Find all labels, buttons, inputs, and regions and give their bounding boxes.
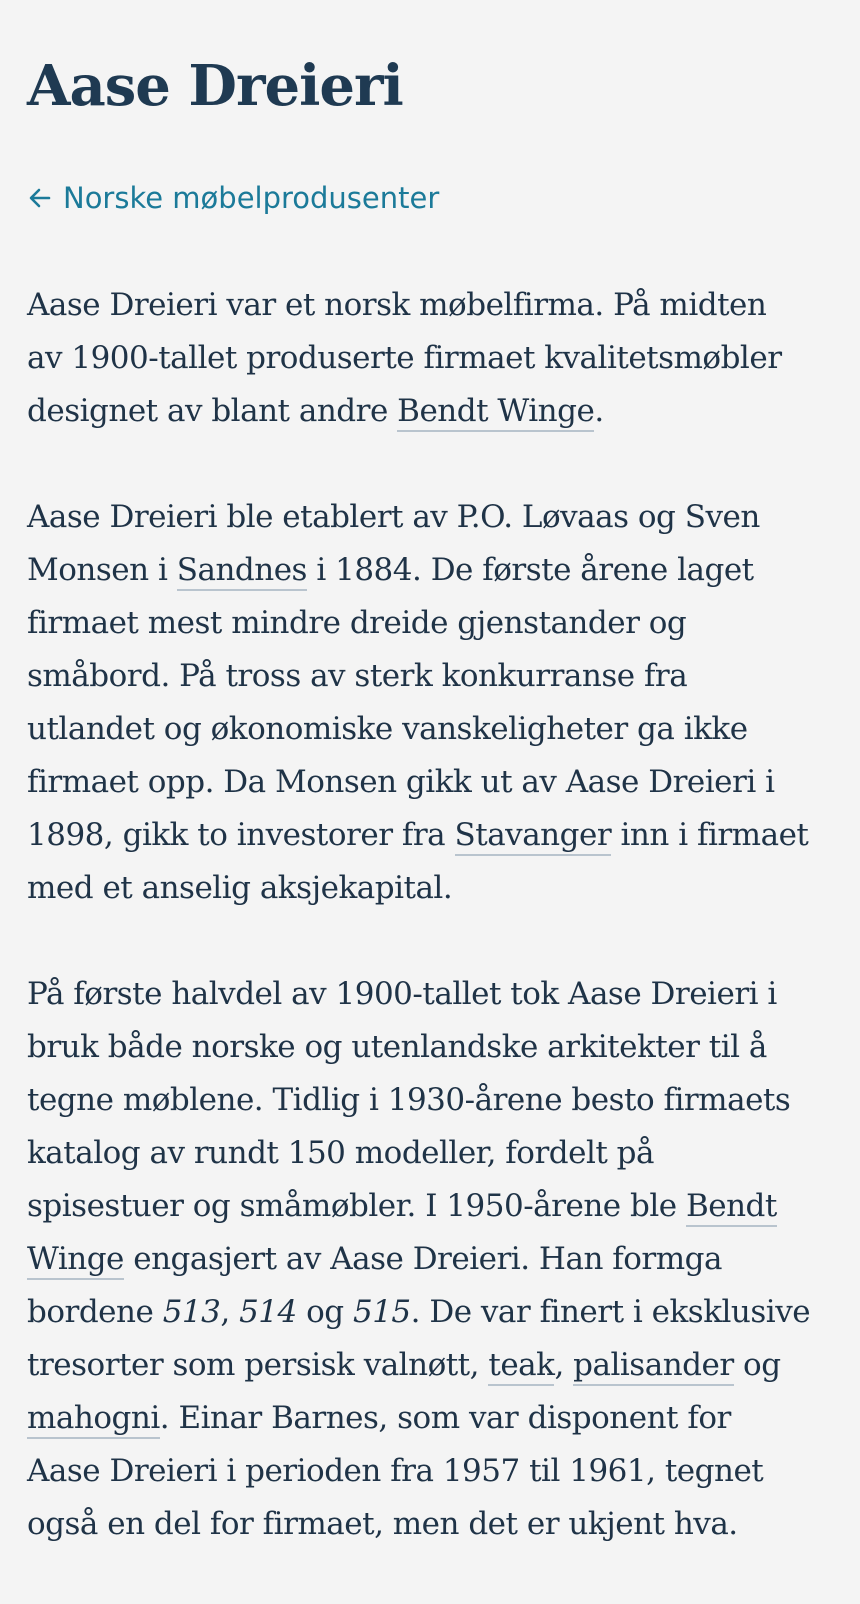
text-segment: og: [733, 1347, 781, 1383]
text-line: [27, 1339, 827, 1392]
text-line: firmaet mest mindre dreide gjenstander og: [27, 605, 687, 641]
link-sandnes[interactable]: Sandnes: [177, 552, 307, 591]
text-line: utlandet og økonomiske vanskeligheter ga ikke: [27, 711, 748, 747]
arrow-left-icon: [27, 178, 53, 218]
text-segment: . Einar Barnes, som var disponent for: [159, 1400, 731, 1436]
text-line: tegne møblene. Tidlig i 1930-årene besto firmaets: [27, 1082, 791, 1118]
text-line: [27, 1180, 827, 1233]
text-segment: og: [296, 1294, 353, 1330]
article-body: [27, 279, 827, 1604]
link-palisander[interactable]: palisander: [573, 1347, 734, 1386]
text-line: med et anselig aksjekapital.: [27, 870, 453, 906]
back-link-label: Norske møbelprodusenter: [63, 181, 440, 215]
text-segment: .: [594, 393, 604, 429]
text-line: Aase Dreieri i perioden fra 1957 til 1961, tegnet: [27, 1453, 764, 1489]
page-title: Aase Dreieri: [27, 53, 403, 119]
model-number-513: 513: [162, 1294, 221, 1330]
text-segment: 1898, gikk to investorer fra: [27, 817, 455, 853]
text-line: bruk både norske og utenlandske arkitekter til å: [27, 1029, 767, 1065]
link-bendt-winge-part2[interactable]: Winge: [27, 1241, 124, 1280]
text-line: av 1900-tallet produserte firmaet kvalitetsmøbler: [27, 340, 782, 376]
text-line: [27, 544, 827, 597]
text-segment: tresorter som persisk valnøtt,: [27, 1347, 489, 1383]
text-line: Aase Dreieri var et norsk møbelfirma. På midten: [27, 287, 767, 323]
paragraph-design: [27, 968, 827, 1551]
text-segment: bordene: [27, 1294, 163, 1330]
text-line: [27, 1286, 827, 1339]
text-segment: ,: [220, 1294, 240, 1330]
link-teak[interactable]: teak: [488, 1347, 554, 1386]
paragraph-intro: [27, 279, 827, 438]
text-segment: engasjert av Aase Dreieri. Han formga: [123, 1241, 722, 1277]
text-line: [27, 385, 827, 438]
text-segment: designet av blant andre: [27, 393, 398, 429]
text-line: firmaet opp. Da Monsen gikk ut av Aase Dreieri i: [27, 764, 775, 800]
text-line: [27, 1392, 827, 1445]
text-segment: ,: [554, 1347, 574, 1383]
link-bendt-winge-part1[interactable]: Bendt: [686, 1188, 777, 1227]
text-segment: . De var finert i eksklusive: [410, 1294, 811, 1330]
text-line: katalog av rundt 150 modeller, fordelt på: [27, 1135, 655, 1171]
text-segment: i 1884. De første årene laget: [306, 552, 754, 588]
text-line: småbord. På tross av sterk konkurranse fra: [27, 658, 688, 694]
text-segment: Monsen i: [27, 552, 177, 588]
text-line: også en del for firmaet, men det er ukjent hva.: [27, 1506, 738, 1542]
text-line: [27, 809, 827, 862]
text-line: Aase Dreieri ble etablert av P.O. Løvaas og Sven: [27, 499, 760, 535]
text-segment: inn i firmaet: [611, 817, 809, 853]
text-line: [27, 1233, 827, 1286]
model-number-514: 514: [239, 1294, 297, 1330]
link-stavanger[interactable]: Stavanger: [455, 817, 612, 856]
paragraph-history: [27, 491, 827, 915]
text-line: På første halvdel av 1900-tallet tok Aase Dreieri i: [27, 976, 777, 1012]
link-mahogni[interactable]: mahogni: [27, 1400, 160, 1439]
model-number-515: 515: [352, 1294, 411, 1330]
text-segment: spisestuer og småmøbler. I 1950-årene ble: [27, 1188, 686, 1224]
back-link-norske-mobelprodusenter[interactable]: [27, 178, 439, 218]
link-bendt-winge[interactable]: Bendt Winge: [397, 393, 594, 432]
